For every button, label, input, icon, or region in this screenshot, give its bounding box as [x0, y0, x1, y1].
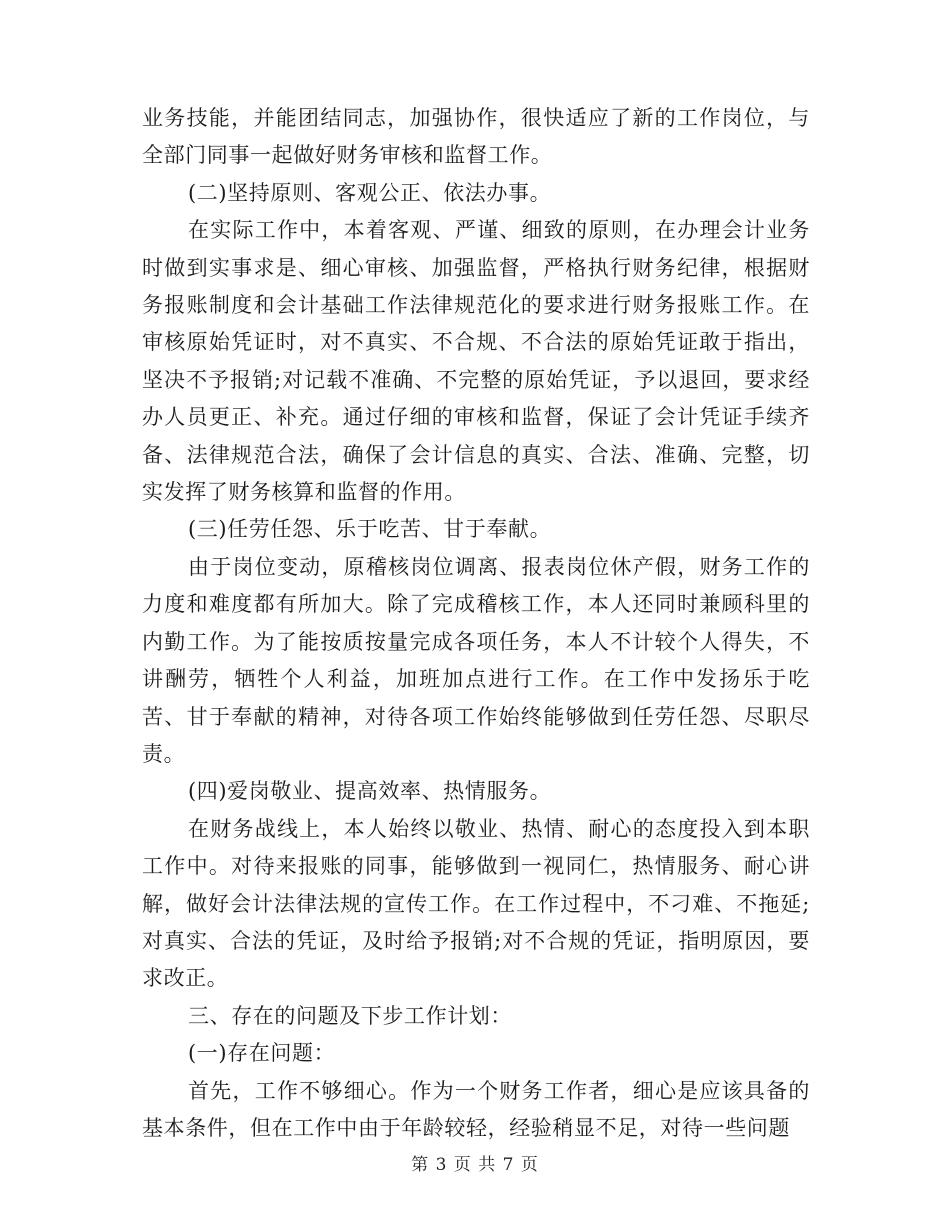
section-heading: (四)爱岗敬业、提高效率、热情服务。	[188, 779, 552, 804]
paragraph: 业务技能，并能团结同志，加强协作，很快适应了新的工作岗位，与全部门同事一起做好财务审核和监督工作。	[142, 106, 810, 168]
page-number-footer: 第 3 页 共 7 页	[411, 1155, 539, 1175]
paragraph: 在财务战线上，本人始终以敬业、热情、耐心的态度投入到本职工作中。对待来报账的同事，能够做到一视同仁，热情服务、耐心讲解，做好会计法律法规的宣传工作。在工作过程中，不刁难、不拖延;对真实、合法的凭证，及时给予报销;对不合规的凭证，指明原因，要求改正。	[142, 816, 810, 991]
paragraph: 首先，工作不够细心。作为一个财务工作者，细心是应该具备的基本条件，但在工作中由于年龄较轻，经验稍显不足，对待一些问题	[142, 1078, 810, 1140]
paragraph: 由于岗位变动，原稽核岗位调离、报表岗位休产假，财务工作的力度和难度都有所加大。除了完成稽核工作，本人还同时兼顾科里的内勤工作。为了能按质按量完成各项任务，本人不计较个人得失，不讲酬劳，牺牲个人利益，加班加点进行工作。在工作中发扬乐于吃苦、甘于奉献的精神，对待各项工作始终能够做到任劳任怨、尽职尽责。	[142, 554, 810, 766]
section-heading: 三、存在的问题及下步工作计划：	[188, 1003, 512, 1028]
section-heading: (二)坚持原则、客观公正、依法办事。	[188, 180, 552, 205]
document-body	[142, 100, 810, 1147]
section-heading: (三)任劳任怨、乐于吃苦、甘于奉献。	[188, 517, 552, 542]
paragraph: 在实际工作中，本着客观、严谨、细致的原则，在办理会计业务时做到实事求是、细心审核、加强监督，严格执行财务纪律，根据财务报账制度和会计基础工作法律规范化的要求进行财务报账工作。在审核原始凭证时，对不真实、不合规、不合法的原始凭证敢于指出，坚决不予报销;对记载不准确、不完整的原始凭证，予以退回，要求经办人员更正、补充。通过仔细的审核和监督，保证了会计凭证手续齐备、法律规范合法，确保了会计信息的真实、合法、准确、完整，切实发挥了财务核算和监督的作用。	[142, 218, 810, 505]
subsection-heading: (一)存在问题：	[188, 1041, 336, 1066]
